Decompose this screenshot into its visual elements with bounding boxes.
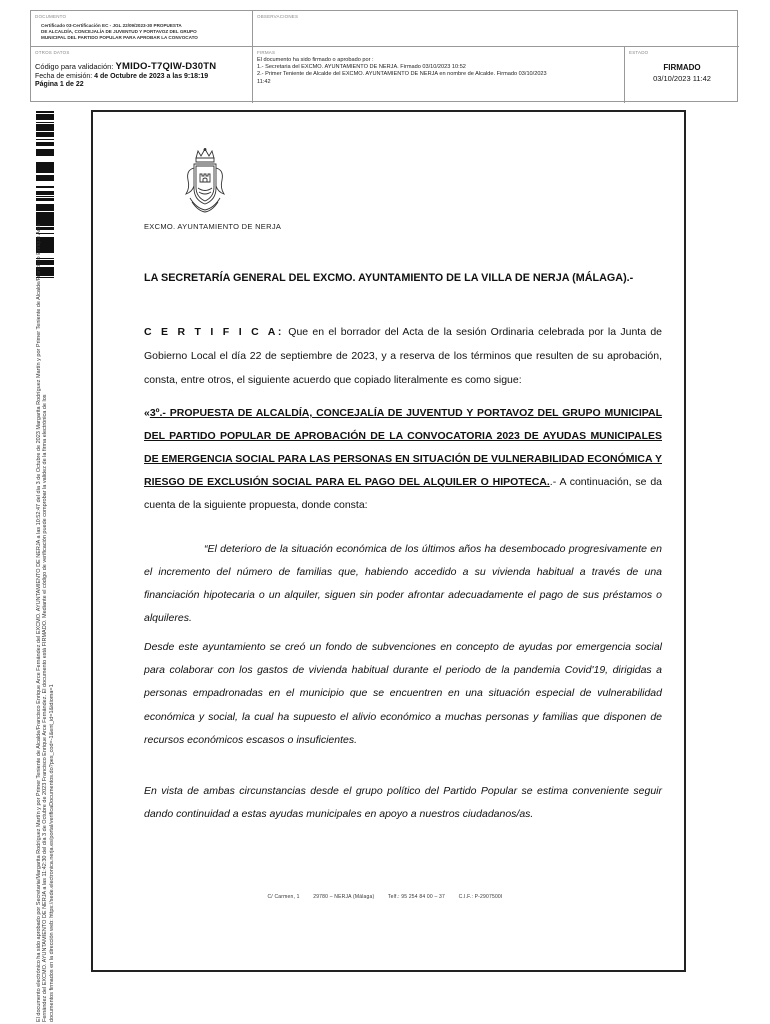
status-label: ESTADO	[629, 50, 649, 55]
document-header-table	[30, 10, 738, 102]
documento-text: Certificado 03-Certificación EC - JGL 22/09/2023-30 PROPUESTA DE ALCALDÍA, CONCEJALÍA DE JUVENTUD Y PORTAVOZ DEL GRUPO MUNICIPAL DEL PARTIDO POPULAR PARA APROBAR LA CONVOCATO	[41, 23, 198, 40]
side-verification-text: El documento electrónico ha sido aprobado por Secretaria/Margarita Rodríguez Martín y por Primer Teniente de Alcalde/Francisco Enrique Arce Fernández del EXCMO. AYUNTAMIENTO DE NERJA a las 10:52:47 del día 3 de Octubre de 2023 Margarita Rodríguez Martín y por Primer Teniente de Alcalde/Francisco Enrique Arce Fernández del EXCMO. AYUNTAMIENTO DE NERJA a las 11:42:30 del día 3 de Octubre de 2023 Francisco Enrique Arce Fernández. El documento está FIRMADO. Mediante el código de verificación puede comprobar la validez de la firma electrónica de los documentos firmados en la dirección web: https://sede.electronica.nerja.es/portal/verificaDocumentos.do?pes_cod=-1&ent_id=1&idioma=1	[36, 223, 55, 1022]
coat-of-arms-icon	[182, 148, 228, 214]
certification-paragraph	[144, 320, 662, 392]
signatures-cell	[253, 47, 625, 103]
page-counter: Página 1 de 22	[35, 81, 84, 88]
observaciones-label: OBSERVACIONES	[257, 14, 299, 19]
footer-cif: C.I.F.: P-2907500I	[458, 894, 503, 900]
issue-date-prefix: Fecha de emisión:	[35, 73, 95, 80]
proposal-text: .- A continuación, se da cuenta de la siguiente propuesta, donde consta:	[144, 476, 662, 511]
issue-date: 4 de Octubre de 2023 a las 9:18:19	[94, 73, 209, 80]
validation-code-prefix: Código para validación:	[35, 62, 116, 71]
quote-paragraph-2: Desde este ayuntamiento se creó un fondo de subvenciones en concepto de ayudas por emergencia social para colaborar con los gastos de vivienda habitual durante el periodo de la pandemia Covid'19, dirigidas a personas empadronadas en el municipio que se encuentren en una situación especial de vulnerabilidad económica y social, la cual ha supuesto el alivio económico a muchas personas y familias que disponen de recursos económicos escasos o insuficientes.	[144, 641, 662, 746]
signatures-text: El documento ha sido firmado o aprobado por : 1.- Secretaria del EXCMO. AYUNTAMIENTO DE NERJA. Firmado 03/10/2023 10:52 2.- Primer Teniente de Alcalde del EXCMO. AYUNTAMIENTO DE NERJA en nombre de Alcalde. Firmado 03/10/2023 11:42	[257, 57, 547, 85]
signatures-label: FIRMAS	[257, 50, 276, 55]
page-footer	[0, 894, 770, 900]
footer-city: 29780 – NERJA (Málaga)	[313, 894, 375, 900]
validation-code-line	[35, 61, 248, 72]
documento-label: DOCUMENTO	[35, 14, 67, 19]
certification-text: Que en el borrador del Acta de la sesión Ordinaria celebrada por la Junta de Gobierno Local el día 22 de septiembre de 2023, y a reserva de los términos que resulten de su aprobación, consta, entre otros, el siguiente acuerdo que copiado literalmente es como sigue:	[144, 326, 662, 386]
footer-phone: Telf.: 95 254 84 00 – 37	[387, 894, 445, 900]
documento-cell	[31, 11, 253, 47]
status-badge: FIRMADO	[663, 63, 701, 72]
validation-cell	[31, 47, 253, 103]
status-cell	[625, 47, 739, 103]
status-date: 03/10/2023 11:42	[653, 74, 711, 83]
certifica-word: C E R T I F I C A:	[144, 326, 285, 338]
footer-address: C/ Carmen, 1	[267, 894, 300, 900]
proposal-title: 3º.- PROPUESTA DE ALCALDÍA, CONCEJALÍA DE JUVENTUD Y PORTAVOZ DEL GRUPO MUNICIPAL DEL PARTIDO POPULAR DE APROBACIÓN DE LA CONVOCATORIA 2023 DE AYUDAS MUNICIPALES DE EMERGENCIA SOCIAL PARA LAS PERSONAS EN SITUACIÓN DE VULNERABILIDAD ECONÓMICA Y RIESGO DE EXCLUSIÓN SOCIAL PARA EL PAGO DEL ALQUILER O HIPOTECA.	[144, 407, 662, 488]
quote-text-1: “El deterioro de la situación económica de los últimos años ha desembocado progresivamente en el incremento del número de familias que, habiendo accedido a su vivienda habitual a través de una financiación hipotecaria o un alquiler, siguen sin poder afrontar adecuadamente el pago de sus préstamos o alquileres.	[144, 543, 662, 624]
organization-name: EXCMO. AYUNTAMIENTO DE NERJA	[144, 222, 282, 231]
proposal-open-quote: «	[144, 407, 150, 419]
proposal-paragraph	[144, 402, 662, 517]
validation-label: OTROS DATOS	[35, 50, 70, 55]
quote-paragraph-3: En vista de ambas circunstancias desde el grupo político del Partido Popular se estima conveniente seguir dando continuidad a estas ayudas municipales en apoyo a nuestros ciudadanos/as.	[144, 785, 662, 820]
document-title: LA SECRETARÍA GENERAL DEL EXCMO. AYUNTAMIENTO DE LA VILLA DE NERJA (MÁLAGA).-	[144, 272, 634, 284]
validation-code[interactable]: YMIDO-T7QIW-D30TN	[115, 61, 217, 72]
issue-date-line	[35, 73, 248, 80]
quote-paragraph-1	[144, 538, 662, 630]
observaciones-cell	[253, 11, 739, 47]
